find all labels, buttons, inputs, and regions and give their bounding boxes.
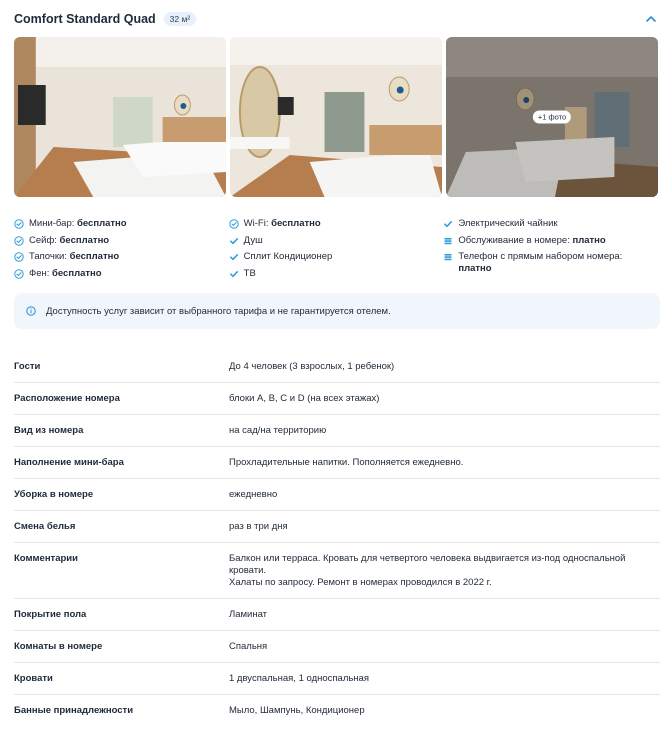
amenity-item bbox=[229, 235, 444, 247]
spec-row bbox=[14, 599, 660, 631]
spec-value bbox=[229, 457, 660, 469]
amenity-text bbox=[244, 218, 321, 230]
amenity-label: Тапочки: bbox=[29, 251, 70, 262]
more-photos-badge[interactable]: +1 фото bbox=[533, 111, 571, 124]
check-circle-icon bbox=[14, 219, 24, 229]
check-icon bbox=[229, 252, 239, 262]
paid-service-icon bbox=[443, 252, 453, 262]
spec-value-line: Ламинат bbox=[229, 609, 268, 620]
check-icon bbox=[229, 236, 239, 246]
spec-value bbox=[229, 705, 660, 717]
room-photo-1[interactable] bbox=[14, 37, 226, 197]
amenity-text bbox=[29, 268, 102, 280]
spec-value-line: Халаты по запросу. Ремонт в номерах проводился в 2022 г. bbox=[229, 577, 492, 588]
amenity-item bbox=[229, 218, 444, 230]
spec-value bbox=[229, 641, 660, 653]
spec-value-line: ежедневно bbox=[229, 489, 278, 500]
spec-row bbox=[14, 447, 660, 479]
amenity-label: Обслуживание в номере: bbox=[458, 234, 573, 246]
spec-value-line: Балкон или терраса. Кровать для четвертого человека выдвигается из-под односпальной кровати. bbox=[229, 553, 626, 576]
spec-row bbox=[14, 543, 660, 599]
amenity-item bbox=[443, 251, 658, 275]
spec-value-line: До 4 человек (3 взрослых, 1 ребенок) bbox=[229, 361, 395, 372]
amenity-value: бесплатно bbox=[59, 234, 110, 246]
amenity-text bbox=[458, 235, 605, 247]
check-icon bbox=[229, 269, 239, 279]
amenity-label: Сплит Кондиционер bbox=[243, 251, 333, 262]
amenities-column bbox=[229, 218, 444, 284]
spec-key: Наполнение мини-бара bbox=[14, 457, 124, 468]
chevron-up-icon[interactable] bbox=[644, 12, 658, 26]
amenity-value: бесплатно bbox=[52, 267, 102, 279]
room-photo-2[interactable] bbox=[230, 37, 442, 197]
availability-notice bbox=[14, 293, 660, 329]
spec-row bbox=[14, 351, 660, 383]
spec-value-line: на сад/на территорию bbox=[229, 425, 327, 436]
amenity-value: бесплатно bbox=[69, 251, 120, 262]
amenity-item bbox=[14, 268, 229, 280]
notice-text: Доступность услуг зависит от выбранного тарифа и не гарантируется отелем. bbox=[46, 305, 391, 317]
amenity-text bbox=[244, 268, 256, 280]
info-icon bbox=[26, 306, 36, 316]
amenity-text bbox=[29, 251, 119, 263]
amenity-text bbox=[29, 235, 109, 247]
amenity-value: бесплатно bbox=[77, 218, 127, 229]
spec-value-line: раз в три дня bbox=[229, 521, 288, 532]
spec-value bbox=[229, 521, 660, 533]
spec-row bbox=[14, 479, 660, 511]
room-specs-table bbox=[14, 351, 660, 726]
spec-row bbox=[14, 511, 660, 543]
spec-key: Комнаты в номере bbox=[14, 641, 103, 652]
spec-key: Вид из номера bbox=[14, 425, 84, 436]
check-circle-icon bbox=[14, 236, 24, 246]
amenity-label: Душ bbox=[243, 234, 263, 246]
check-circle-icon bbox=[14, 252, 24, 262]
amenity-text bbox=[458, 251, 658, 275]
spec-value bbox=[229, 489, 660, 501]
spec-row bbox=[14, 383, 660, 415]
spec-key: Комментарии bbox=[14, 553, 78, 564]
room-header[interactable] bbox=[14, 10, 658, 28]
amenity-text bbox=[29, 218, 127, 230]
spec-value bbox=[229, 393, 660, 405]
check-icon bbox=[443, 219, 453, 229]
photo-gallery bbox=[14, 37, 658, 197]
amenity-value: бесплатно bbox=[271, 218, 321, 229]
amenity-label: Мини-бар: bbox=[29, 218, 78, 229]
amenity-item bbox=[229, 268, 444, 280]
room-area-badge: 32 м² bbox=[164, 12, 197, 26]
spec-value bbox=[229, 553, 660, 589]
spec-key: Покрытие пола bbox=[14, 609, 87, 620]
amenity-label: Фен: bbox=[29, 267, 53, 279]
amenity-text bbox=[244, 251, 333, 263]
spec-value bbox=[229, 609, 660, 621]
check-circle-icon bbox=[229, 219, 239, 229]
amenity-item bbox=[443, 235, 658, 247]
amenity-item bbox=[229, 251, 444, 263]
amenity-label: Телефон с прямым набором номера: bbox=[458, 251, 623, 262]
amenity-item bbox=[14, 218, 229, 230]
amenity-label: Электрический чайник bbox=[458, 218, 558, 229]
spec-value-line: Спальня bbox=[229, 641, 268, 652]
spec-key: Уборка в номере bbox=[14, 489, 94, 500]
spec-row bbox=[14, 663, 660, 695]
room-title: Comfort Standard Quad bbox=[14, 12, 156, 26]
spec-row bbox=[14, 695, 660, 726]
amenity-value: платно bbox=[458, 263, 492, 274]
paid-service-icon bbox=[443, 236, 453, 246]
room-photo-3[interactable] bbox=[446, 37, 658, 197]
check-circle-icon bbox=[14, 269, 24, 279]
spec-value-line: Прохладительные напитки. Пополняется ежедневно. bbox=[229, 457, 464, 468]
amenity-text bbox=[244, 235, 263, 247]
spec-value-line: блоки A, B, C и D (на всех этажах) bbox=[229, 393, 380, 404]
amenities-list bbox=[14, 218, 658, 284]
spec-value-line: 1 двуспальная, 1 односпальная bbox=[229, 673, 369, 684]
spec-key: Гости bbox=[14, 361, 41, 372]
amenity-label: ТВ bbox=[243, 267, 256, 279]
amenities-column bbox=[14, 218, 229, 284]
spec-key: Расположение номера bbox=[14, 393, 120, 404]
spec-value bbox=[229, 361, 660, 373]
amenity-label: Сейф: bbox=[29, 234, 60, 246]
spec-value-line: Мыло, Шампунь, Кондиционер bbox=[229, 705, 365, 716]
amenity-text bbox=[458, 218, 557, 230]
spec-value bbox=[229, 673, 660, 685]
spec-key: Кровати bbox=[14, 673, 53, 684]
spec-row bbox=[14, 631, 660, 663]
amenity-value: платно bbox=[572, 234, 606, 246]
spec-key: Смена белья bbox=[14, 521, 76, 532]
amenity-label: Wi-Fi: bbox=[243, 218, 272, 229]
spec-row bbox=[14, 415, 660, 447]
spec-value bbox=[229, 425, 660, 437]
amenity-item bbox=[14, 235, 229, 247]
amenity-item bbox=[14, 251, 229, 263]
amenities-column bbox=[443, 218, 658, 284]
amenity-item bbox=[443, 218, 658, 230]
spec-key: Банные принадлежности bbox=[14, 705, 134, 716]
